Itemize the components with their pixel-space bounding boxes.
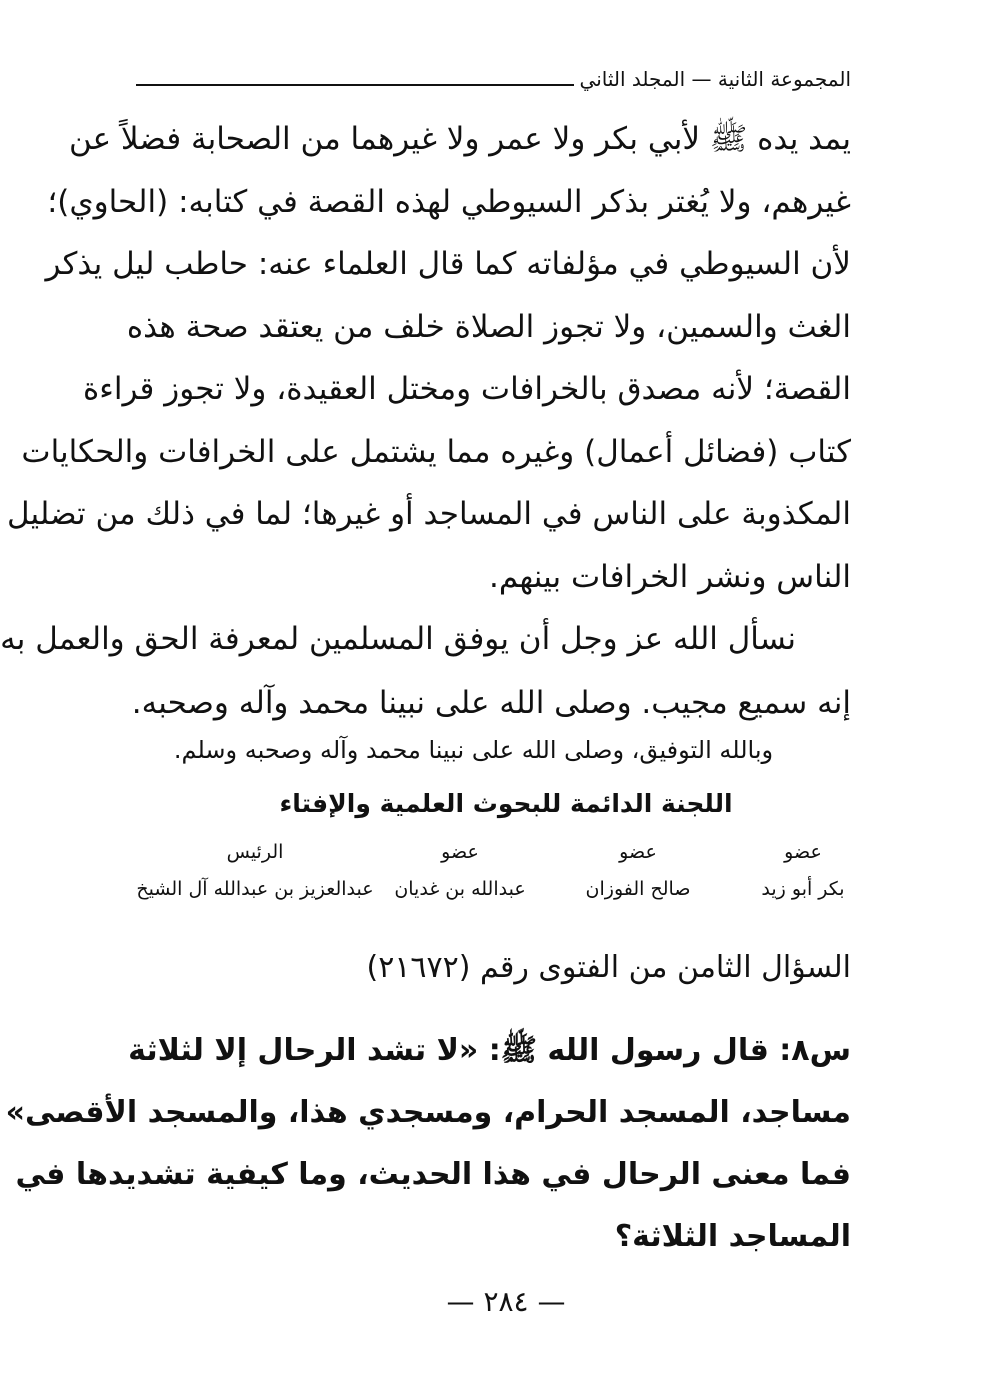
body-line: غيرهم، ولا يُغتر بذكر السيوطي لهذه القصة في كتابه: (الحاوي)؛ [47,183,851,220]
signatory-name: عبدالعزيز بن عبدالله آل الشيخ [136,878,374,900]
question-line: المساجد الثلاثة؟ [614,1219,851,1254]
signatory-name: عبدالله بن غديان [394,878,526,900]
signatory [753,835,853,909]
question-line: مساجد، المسجد الحرام، ومسجدي هذا، والمسجد الأقصى» [5,1095,851,1130]
question-text [5,1020,851,1268]
signatory [135,835,375,909]
prayer-line: نسأل الله عز وجل أن يوفق المسلمين لمعرفة الحق والعمل به [0,621,796,657]
header-title: المجموعة الثانية — المجلد الثاني [579,67,851,91]
running-header [136,58,851,90]
signatory [385,835,535,909]
prayer-line: إنه سميع مجيب. وصلى الله على نبينا محمد وآله وصحبه. [131,685,851,721]
body-line: المكذوبة على الناس في المساجد أو غيرها؛ لما في ذلك من تضليل [6,496,851,532]
question-label: السؤال الثامن من الفتوى رقم (٢١٦٧٢) [366,950,851,985]
body-line: كتاب (فضائل أعمال) وغيره مما يشتمل على الخرافات والحكايات [21,433,851,470]
committee-title: اللجنة الدائمة للبحوث العلمية والإفتاء [279,789,733,818]
signatory [573,835,703,909]
signatory-role: الرئيس [226,841,284,863]
page-number: — ٢٨٤ — [446,1285,566,1318]
question-line: فما معنى الرحال في هذا الحديث، وما كيفية تشديدها في [15,1157,851,1192]
header-rule [136,84,574,86]
body-line: القصة؛ لأنه مصدق بالخرافات ومختل العقيدة، ولا تجوز قراءة [83,371,851,407]
closing-formula: وبالله التوفيق، وصلى الله على نبينا محمد وآله وصحبه وسلم. [173,736,774,764]
signatories [133,835,853,915]
signatory-role: عضو [784,841,822,863]
body-line: لأن السيوطي في مؤلفاته كما قال العلماء عنه: حاطب ليل يذكر [45,246,851,282]
signatory-role: عضو [441,841,479,863]
signatory-role: عضو [619,841,657,863]
body-line: يمد يده ﷺ لأبي بكر ولا عمر ولا غيرهما من الصحابة فضلاً عن [68,121,851,157]
body-paragraph [6,108,851,608]
body-line: الغث والسمين، ولا تجوز الصلاة خلف من يعتقد صحة هذه [126,308,851,345]
signatory-name: صالح الفوزان [585,878,691,900]
body-line: الناس ونشر الخرافات بينهم. [489,558,851,595]
question-line: س٨: قال رسول الله ﷺ: «لا تشد الرحال إلا لثلاثة [128,1033,851,1068]
signatory-name: بكر أبو زيد [761,878,845,900]
prayer-paragraph [0,607,851,735]
